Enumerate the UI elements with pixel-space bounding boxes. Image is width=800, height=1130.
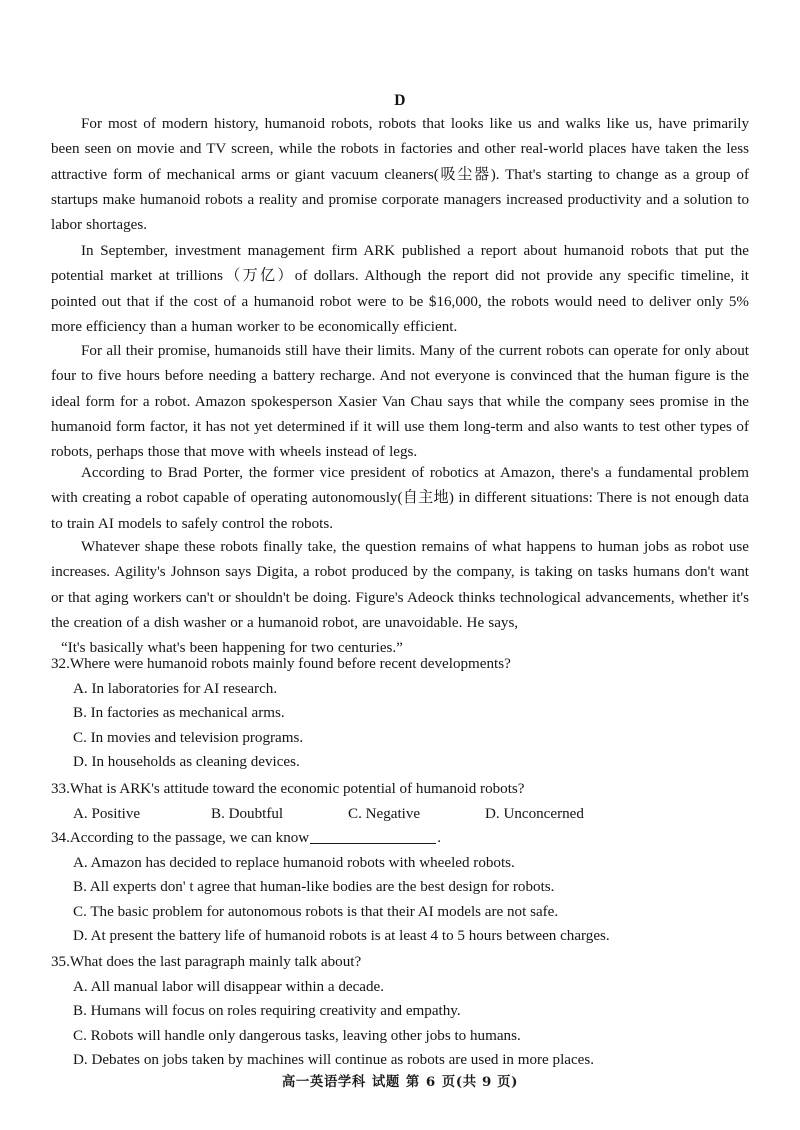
question-35-option-c[interactable]: C. Robots will handle only dangerous tasks, leaving other jobs to humans. <box>73 1027 521 1044</box>
question-32-option-a[interactable]: A. In laboratories for AI research. <box>73 680 278 697</box>
question-33-options-row <box>51 802 751 827</box>
question-35-option-d[interactable]: D. Debates on jobs taken by machines will continue as robots are used in more places. <box>73 1052 595 1069</box>
question-33 <box>51 777 751 826</box>
passage-paragraph-2 <box>51 239 749 340</box>
question-33-number: 33. <box>51 781 70 797</box>
paragraph-quote-line: “It's basically what's been happening for two centuries.” <box>61 640 403 657</box>
question-34-answer-blank[interactable] <box>310 829 436 844</box>
question-35-number: 35. <box>51 954 70 970</box>
question-32-stem <box>51 652 751 677</box>
question-32-option-d[interactable]: D. In households as cleaning devices. <box>73 754 300 771</box>
page-footer <box>0 1071 800 1090</box>
question-34 <box>51 826 751 949</box>
question-32-stem-text: Where were humanoid robots mainly found before recent developments? <box>69 656 511 672</box>
question-32 <box>51 652 751 775</box>
question-34-number: 34. <box>51 830 70 846</box>
passage-paragraph-1 <box>51 112 749 238</box>
passage-paragraph-5 <box>51 535 749 661</box>
question-33-option-c[interactable]: C. Negative <box>348 805 421 822</box>
paragraph-text: According to Brad Porter, the former vice president of robotics at Amazon, there's a fundamental problem with creating a robot capable of operating autonomously(自主地) in different situations: There is not enough data to train AI models to safely control the robots. <box>51 465 749 532</box>
section-label: D <box>394 92 406 109</box>
question-34-option-c[interactable]: C. The basic problem for autonomous robots is that their AI models are not safe. <box>73 903 559 920</box>
question-35-option-a[interactable]: A. All manual labor will disappear within a decade. <box>73 978 385 995</box>
question-34-stem <box>51 826 751 851</box>
question-35-option-b[interactable]: B. Humans will focus on roles requiring creativity and empathy. <box>73 1003 461 1020</box>
question-35-stem <box>51 950 751 975</box>
question-33-option-b[interactable]: B. Doubtful <box>211 805 284 822</box>
question-32-number: 32. <box>51 656 70 672</box>
paragraph-text: For most of modern history, humanoid robots, robots that looks like us and walks like us, have primarily been seen on movie and TV screen, while the robots in factories and other real-world places have taken the less attractive form of mechanical arms or giant vacuum cleaners(吸尘器). That's starting to change as a group of startups make humanoid robots a reality and promise corporate managers increased productivity and a solution to labor shortages. <box>51 116 749 234</box>
question-32-option-c[interactable]: C. In movies and television programs. <box>73 729 304 746</box>
question-35-stem-text: What does the last paragraph mainly talk about? <box>69 954 362 970</box>
question-33-stem-text: What is ARK's attitude toward the economic potential of humanoid robots? <box>69 781 525 797</box>
paragraph-text: For all their promise, humanoids still have their limits. Many of the current robots can operate for only about four to five hours before needing a battery recharge. And not everyone is convinced that the human figure is the ideal form for a robot. Amazon spokesperson Xasier Van Chau says that while the company sees promise in the humanoid form factor, it has not yet determined if it will use them long-term and also wants to test other types of robots, perhaps those that move with wheels instead of legs. <box>51 343 749 461</box>
question-34-option-b[interactable]: B. All experts don' t agree that human-like bodies are the best design for robots. <box>73 879 555 896</box>
passage-paragraph-4 <box>51 461 749 537</box>
question-32-option-b[interactable]: B. In factories as mechanical arms. <box>73 705 285 722</box>
question-34-stem-text: According to the passage, we can know <box>69 830 310 846</box>
question-33-stem <box>51 777 751 802</box>
paragraph-text: Whatever shape these robots finally take, the question remains of what happens to human jobs as robot use increases. Agility's Johnson says Digita, a robot produced by the company, is taking on tasks humans don't want or that aging workers can't or shouldn't be doing. Figure's Adeock thinks technological advancements, whether it's the creation of a dish washer or a humanoid robot, are unavoidable. He says, <box>51 539 749 631</box>
question-33-option-a[interactable]: A. Positive <box>73 805 141 822</box>
question-35 <box>51 950 751 1073</box>
footer-page-prefix: 第 <box>405 1074 420 1090</box>
footer-paper-word: 试题 <box>371 1074 400 1090</box>
paragraph-text: In September, investment management firm ARK published a report about humanoid robots that put the potential market at trillions（万亿）of dollars. Although the report did not provide any specific timeline, it pointed out that if the cost of a humanoid robot were to be $16,000, the robots would need to deliver only 5% more efficiency than a human worker to be economically efficient. <box>51 243 749 335</box>
footer-subject: 高一英语学科 <box>281 1074 366 1090</box>
question-34-option-a[interactable]: A. Amazon has decided to replace humanoid robots with wheeled robots. <box>73 854 515 871</box>
question-34-stem-period: . <box>437 830 441 846</box>
footer-page-number: 6 <box>425 1074 436 1090</box>
question-33-option-d[interactable]: D. Unconcerned <box>485 805 584 822</box>
question-34-option-d[interactable]: D. At present the battery life of humanoid robots is at least 4 to 5 hours between charges. <box>73 928 610 945</box>
passage-paragraph-3 <box>51 339 749 465</box>
footer-page-suffix: 页(共 9 页) <box>441 1074 519 1090</box>
